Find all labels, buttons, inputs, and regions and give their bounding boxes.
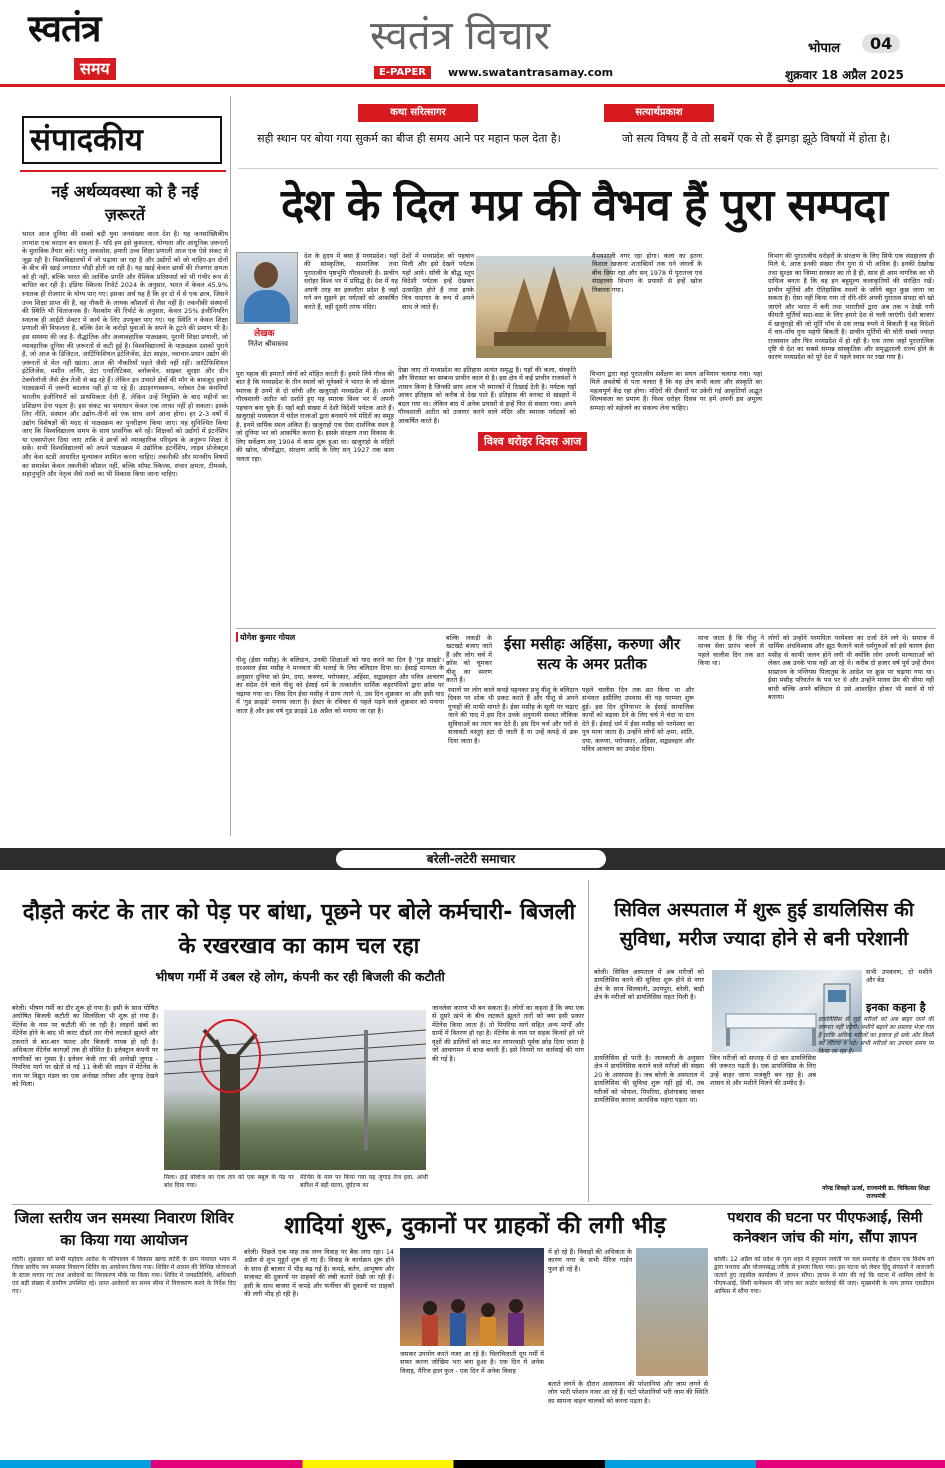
author-role: लेखक <box>254 329 275 339</box>
newspaper-logo: स्वतंत्र <box>28 6 101 50</box>
editorial-headline: नई अर्थव्यवस्था को है नई ज़रूरतें <box>51 182 199 225</box>
heritage-day-tag: विश्व धरोहर दिवस आज <box>478 432 587 451</box>
editorial-label: संपादकीय <box>30 122 143 158</box>
editorial-divider <box>20 170 226 172</box>
byline-marker <box>236 632 238 642</box>
author-name: नितेश श्रीवास्तव <box>248 340 288 348</box>
lead-column: पुरा महत्व की इमारतें लोगों को मोहित करती हैं। हमारे लिये गौरव की बात है कि मध्यप्रदेश के तीन स्थलों को यूनेस्को ने भारत के जो खेतल स्मारक है उनमें से दो साँची और खजुराहो मध्यप्रदेश में हैं। अपने गौरवशाली अतीत को दर्शाते हुए यह स्मारक विश्व भर में अपनी पहचान बना चुके हैं। यहाँ बड़ी संख्या में देशी विदेशी पर्यटक आते हैं। खजुराहो मध्यकाल में चंदेल राजाओं द्वारा बनवाये गये मंदिरों का समूह है, इनमें धार्मिक स्थल अंकित हैं। खजुराहो एक ऐसा दार्शनिक स्थल है जो दुनिया भर को आकर्षित करता है। इसके संरक्षण तथा विकास के लिए सर्वेक्षण सन् 1904 में काम शुरू हुआ था। खजुराहो के मंदिरों की खोज, जीर्णोद्धार, संरक्षण आदि के लिए सन् 1927 तक काम चलता रहा। <box>236 370 394 463</box>
lead-column: वैभवशाली नगर रहा होगा। कला का इतना विशाल खजाना शताब्दियों तक घने जंगलों के बीच छिपा रहा और सन् 1978 में पुरातत्त्व एवं संग्रहालय विभाग के प्रयासों से इन्हें खोज निकाला गया। <box>592 252 702 294</box>
article-column: जिन मरीजों को सप्ताह में दो बार डायलिसिस की जरूरत पड़ती है। एक डायलिसिस के लिए उन्हें बाहर जाना मजबूरी बन रहा है। अब शासन से और मशीनें मिलने की उम्मीद है। <box>710 1054 816 1088</box>
lead-column: देश के हृदय में बसा है मध्यप्रदेश। यहाँ की सांस्कृतिक, सामाजिक तथा पुरातत्वीय पृष्ठभूमि गौरवशाली है। प्राचीन धरोहर विश्व भर में प्रसिद्ध है। देश में यह अपनी तरह का इकलौता प्रदेश है जहाँ घने वन सुहाने हर पर्यटकों को आकर्षित करते हैं, वहीं दूसरी तरफ मंदिर। <box>304 252 398 311</box>
article-headline: जिला स्तरीय जन समस्या निवारण शिविर का किया गया आयोजन <box>14 1209 234 1249</box>
power-line-illustration <box>164 1010 426 1170</box>
article-column: जमकर उपयोग करते नजर आ रहे है। चिलचिलाती धूप गर्मी में सफर करना जोखिम भरा बना हुआ है। एक दिन में अनेक विवाह, मैरिज हाल फुल - एक दिन में अनेक विवाह <box>400 1350 544 1375</box>
edition-date: शुक्रवार 18 अप्रैल 2025 <box>785 68 904 82</box>
masthead-divider <box>0 84 945 87</box>
article-headline: सिविल अस्पताल में शुरू हुई डायलिसिस की सुविधा, मरीज ज्यादा होने से बनी परेशानी <box>614 899 914 951</box>
epaper-badge: E-PAPER <box>374 66 431 79</box>
article-column: लटेरी। शुक्रवार को सभी महोदय आदेश के परिपालन में विकास खण्ड लटेरी के ग्राम पंचायत भवन में जिला स्तरीय जन समस्या निवारण शिविर का आयोजन किया गया। शिविर में शासन की विभिन्न योजनाओं के स्टाल लगाए गए तथा आवेदनों का निराकरण मौके पर किया गया। शिविर में जनप्रतिनिधि, अधिकारी एवं बड़ी संख्या में ग्रामीण उपस्थित रहे। प्राप्त आवेदनों का समय सीमा में निराकरण करने के निर्देश दिए गए। <box>12 1256 236 1295</box>
page-number: 04 <box>862 34 900 53</box>
quote-text: जो सत्य विषय हैं वे तो सबमें एक से हैं झगड़ा झूठे विषयों में होता है। <box>621 132 891 145</box>
quote-source-tag: सत्यार्थप्रकाश <box>604 104 714 122</box>
page-title: स्वतंत्र विचार <box>370 13 551 59</box>
wedding-market-photo <box>400 1248 544 1346</box>
opinion-signature: नरेन्द्र शिवहरे ऊर्जा, राज्यमंत्री डा. चिकित्सा शिक्षा राज्यमंत्री <box>822 1185 930 1200</box>
color-registration-strip <box>0 1460 945 1468</box>
lead-column: विभाग द्वारा यहां पुरातत्वीय सर्वेक्षण का सघन अभियान चलाया गया। यहां मिले अवशेषों से पता चलता है कि यह क्षेत्र कभी कला और संस्कृति का महत्वपूर्ण केंद्र रहा होगा। मंदिरों की दीवारों पर उकेरी गई आकृतियाँ अद्भुत शिल्पकला का प्रमाण हैं। विश्व धरोहर दिवस पर हमें अपनी इस अमूल्य सम्पदा को सहेजने का संकल्प लेना चाहिए। <box>590 370 762 412</box>
article-divider <box>236 628 936 629</box>
article-column: पहले चालीस दिन तक व्रत किया था और संभवतः इसीलिए उपवास की यह परम्परा शुरू हुई। इस दिन दुनियाभर के ईसाई सामाजिक कार्यों को बढ़ावा देने के लिए चर्च में चंदा या दान देते हैं। ईसाई धर्म में ईसा मसीह को परमेश्वर का पुत्र माना जाता है। उन्होंने लोगों को क्षमा, शांति, दया, करुणा, परोपकार, अहिंसा, सद्व्यवहार और पवित्र आचरण का उपदेश दिया। <box>582 686 694 754</box>
article-column: डायलिसिस हो पाती है। जानकारी के अनुसार क्षेत्र में डायलिसिस कराने वाले मरीजों की संख्या 20 के आसपास है। जब बरेली के अस्पताल में डायलिसिस की सुविधा शुरू नहीं हुई थी, तब मरीजों को भोपाल, पिपरिया, होशंगाबाद जाकर डायलिसिस कराना अत्यधिक महंगा पड़ता था। <box>594 1054 704 1105</box>
article-column: बरेली। भीषण गर्मी का दौर शुरू हो गया है। इसी के साथ घोषित अघोषित बिजली कटौती का सिलसिला भी शुरू हो गया है। मेंटेनेंस के नाम पर कटौती की जा रही है। लाइनों खंबों का मेंटेनेंस होने के बाद भी करंट दौड़ते तार नीचे लटकते झूलते और टकराते से बार-बार फाल्ट और बिजली गायब हो रही है। अधिकतर मेंटेनेंस कागज़ों तक ही सीमित है। इलेक्ट्रान कंपनी पर नागरिकों का गुस्सा है। इलेवन केवी तार की अनोखी जुगाड़ - पिपरिया मार्ग पर खेतों से गई 11 केवी की लाइन में मेंटेनेंस के नाम पर विद्युत मंडल का एक अनोखा तरीका और जुगाड़ देखने को मिला। <box>12 1004 158 1089</box>
author-photo-head <box>254 262 278 288</box>
article-headline: शादियां शुरू, दुकानों पर ग्राहकों की लगी भीड़ <box>284 1213 666 1239</box>
newspaper-logo-sub: समय <box>74 58 116 80</box>
article-divider <box>12 1204 932 1205</box>
article-subheadline: भीषण गर्मी में उबल रहे लोग, कंपनी कर रही बिजली की कटौती <box>155 969 445 984</box>
edition-city: भोपाल <box>808 41 841 56</box>
article-column: माना जाता है कि यीशु ने मानव सेवा प्रारंभ करने से पहले चालीस दिन तक व्रत किया था। <box>698 634 764 668</box>
crowd-illustration <box>400 1248 544 1346</box>
article-headline: ईसा मसीहः अहिंसा, करुणा और सत्य के अमर प्रतीक <box>503 635 680 674</box>
photo-caption: मिला। हाई वोल्टेज का एक तार को एक बबूल के पेड़ पर बांध दिया गया। <box>164 1174 294 1189</box>
lead-column: देशों में मध्यप्रदेश को पहचान मिली और इसे देखने पर्यटक यहाँ आये। साँची के बौद्ध स्तूप विदेशी पर्यटक इन्हें देखकर उत्साहित होते हैं तथा इनके चित्र यादगार के रूप में अपने साथ ले जाते हैं। <box>402 252 474 311</box>
column-divider <box>588 880 589 1202</box>
lead-column: देखा जाए तो मध्यप्रदेश का इतिहास अत्यंत समृद्ध है। यहाँ की कला, संस्कृति और विरासत का सम्बन्ध प्राचीन काल से है। इस क्षेत्र में कई प्राचीन राजवंशों ने शासन किया है जिनकी छाप आज भी स्मारकों में दिखाई देती है। पर्यटक यहाँ आकर इतिहास को करीब से देख पाते हैं। इतिहास की करवट से खंडहरों में बदल गया था। लेकिन बाद में अनेक प्रयासों से इन्हें फिर से संवारा गया। अपने गौरवशाली अतीत को उजागर करने वाले मंदिर और स्मारक पर्यटकों को आकर्षित करते हैं। <box>398 366 576 425</box>
article-column: यीशु (ईसा मसीह) के बलिदान, उनकी शिक्षाओं को याद करने का दिन है 'गुड फ्राइडे'। दरअसल ईसा मसीह ने मानवता की भलाई के लिए बलिदान दिया था। ईसाई मान्यता के अनुसार दुनिया को प्रेम, दया, करुणा, परोपकार, अहिंसा, सद्व्यवहार और पवित्र आचरण का संदेश देने वाले यीशु को ईसाई धर्म के तत्कालीन धार्मिक कट्टरपंथियों द्वारा क्रॉस पर चढ़ाया गया था। जिस दिन ईसा मसीह ने प्राण त्यागे थे, उस दिन शुक्रवार था और इसी याद में 'गुड फ्राइडे' मनाया जाता है। ईस्टर के रविवार से पहले पड़ने वाले शुक्रवार को मनाया जाता है और इस वर्ष गुड फ्राइडे 18 अप्रैल को मनाया जा रहा है। <box>236 656 444 715</box>
editorial-body: भारत आज दुनिया की सबसे बड़ी युवा जनसंख्या वाला देश है। यह जनसांख्यिकीय लाभांश एक वरदान बन सकता है- यदि हम इसे कुशलता, योग्यता और आधुनिक ज़रूरतों के मुताबिक तैयार करें। परंतु अफसोस, हमारी उच्च शिक्षा प्रणाली आज एक ऐसे संकट से जूझ रही है। विश्वविद्यालयों में जो पढ़ाया जा रहा है और उद्योगों को जो चाहिए-इन दोनों के बीच की खाई लगातार चौड़ी होती जा रही है। यह खाई केवल छात्रों की रोजगार क्षमता को ही नहीं, बल्कि भारत की आर्थिक प्रगति और वैश्विक प्रतिस्पर्धा को भी गंभीर रूप से बाधित कर रही है। इंडिया स्किल्स रिपोर्ट 2024 के अनुसार, भारत में केवल 45.9% स्नातक ही रोजगार के योग्य पाए गए। इसका अर्थ यह है कि हर दो में से एक छात्र, जिसने उच्च शिक्षा प्राप्त की है, वह नौकरी के लायक कौशलों से लैस नहीं है। तकनीकी संस्थानों की स्थिति भी चिंताजनक है। नैसकॉम की रिपोर्ट के अनुसार, केवल 25% इंजीनियरिंग स्नातक ही आईटी सेक्टर में कार्य के लिए उपयुक्त पाए गए। यह स्थिति न केवल शिक्षा प्रणाली की विफलता है, बल्कि देश के करोड़ों युवाओं के सपने के टूटने की प्रमाण भी है। इस समस्या की जड़ है- सैद्धांतिक और अव्यावहारिक पाठ्यक्रम, पुरानी शिक्षा प्रणाली, जो व्यावहारिक दुनिया की ज़रूरतों से कटी हुई है। विश्वविद्यालयों के पाठ्यक्रम दशकों पुराने हैं, जो आज के डिजिटल, आर्टिफिशियल इंटेलिजेंस, डेटा साइंस, नवाचार-प्रधान उद्योग की ज़रूरतों से मेल नहीं खाता। आज की नौकरियाँ पहले जैसी नहीं रहीं। आर्टिफिशियल इंटेलिजेंस, मशीन लर्निंग, डेटा एनालिटिक्स, ब्लॉकचेन, साइबर सुरक्षा और ग्रीन टेक्नोलॉजी जैसे क्षेत्र तेजी से बढ़ रहे हैं। लेकिन इन उभरते क्षेत्रों की माँग के बावजूद हमारे पाठ्यक्रमों में ज़रूरी बदलाव नहीं हो पा रहे हैं। उदाहरणस्वरूप, ग्लोबल टेक कंपनियाँ भारतीय इंजीनियरों को प्राथमिकता देती हैं, लेकिन उन्हें नियुक्ति के बाद महीनों का प्रशिक्षण देना पड़ता है। इस संकट का समाधान केवल एक तरफ़ा नहीं हो सकता। इसके लिए नीति, संस्थान और उद्योग-तीनों को एक साथ आगे आना होगा। हर 2-3 वर्षों में उद्योग विशेषज्ञों की मदद से पाठ्यक्रम का पुनरीक्षण किया जाए। यह सुनिश्चित किया जाए कि विश्वविद्यालय समय के साथ प्रासंगिक बने रहें। शिक्षकों को उद्योगों में इंटर्नशिप या एक्सपोज़र दिया जाए ताकि वे छात्रों को व्यावहारिक परिदृश्य के अनुरूप शिक्षा दे सकें। सभी विश्वविद्यालयों को अपने पाठ्यक्रम में उद्योगिक इंटर्नशिप, लाइव प्रोजेक्ट्स और केस स्टडी आधारित मूल्यांकन शामिल करना चाहिए। तकनीकी और मानवीय विषयों का समावेश केवल तकनीकी कौशल नहीं, बल्कि सॉफ्ट स्किल्स, संचार क्षमता, टीमवर्क, सहानुभूति और नेतृत्व जैसे तत्वों का भी विकास किया जाना चाहिए। <box>22 230 228 479</box>
article-byline: योगेश कुमार गोयल <box>240 633 296 642</box>
website-link[interactable]: www.swatantrasamay.com <box>448 66 614 79</box>
article-column: बल्कि लकड़ी के खटखटे बजाए जाते हैं और लोग चर्च में क्रॉस को चूमकर यीशु का स्मरण करते हैं। <box>446 634 492 684</box>
article-column: बरेली। 12 अप्रैल को प्रदेश के गुना शहर में हनुमान जयंती पर चल समारोह के दौरान एक विशेष वर्ग द्वारा पथराव और योजनाबद्ध तरीके से हमला किया गया। इस घटना को लेकर हिंदू संगठनों ने नाराजगी जताते हुए तहसील कार्यालय में ज्ञापन सौंपा। ज्ञापन में मांग की गई कि घटना में शामिल लोगों के पीएफआई, सिमी कनेक्शन की जांच कर कठोर कार्रवाई की जाए। मुख्यमंत्री के नाम ज्ञापन एसडीएम आफिस में सौंपा गया। <box>714 1256 934 1295</box>
article-column: बरेली। पिछले एक माह तक लग्न विवाह पर बैक लगा रहा। 14 अप्रैल से शुभ मुहूर्त शुरू हो गए हैं। विवाह के कार्यक्रम शुरू होने के साथ ही बाजार में भीड़ बढ़ गई है। कपड़े, बर्तन, आभूषण और सजावट की दुकानों पर ग्राहकों की लंबी कतारें देखी जा रही हैं। इसी के साथ बाजार में कपड़े और फर्नीचर की दुकानों पर ग्राहकों की लगी भीड़ हो रही है। <box>244 1248 394 1299</box>
article-column: में हो रहे हैं। विवाहों की अधिकता के कारण नगर के सभी मैरिज गार्डन फुल हो रहे हैं। <box>548 1248 632 1273</box>
article-column: जानलेवा कारण भी बन सकता है। लोगों का कहना है कि क्या एक से दूसरे खंभे के बीच लटकते झूलते तारों को क्या इसी प्रकार मेंटेनेंस किया जाता है। तो पिपरिया मार्ग सहित अन्य मार्गों और ग्रामों में वितरण हो रहा है। मेंटेनेंस के नाम पर सड़क किनारे हरे भरे वृक्षों की डालियों को काट कर लापरवाही पूर्वक छोड़ दिया जाता है जो आवागमन में बाधा बनती हैं। इसे निगमों पर कार्रवाई की मांग की गई है। <box>432 1004 584 1063</box>
shop-photo <box>636 1248 708 1376</box>
quote-source-tag: कथा सरित्सागर <box>358 104 478 122</box>
article-headline: दौड़ते करंट के तार को पेड़ पर बांधा, पूछने पर बोले कर्मचारी- बिजली के रखरखाव का काम चल रहा <box>22 900 576 960</box>
article-column: लोगों को उन्होंने परमपिता परमेश्वर का दर्जा देने लगे थे। समाज में धार्मिक अंधविश्वास और झूठ फैलाने वाले धर्मगुरुओं को इसे कारण ईसा मसीह से काफी जलन होने लगी थी क्योंकि लोग अपनी मान्यताओं को लेकर अब उनके पास नहीं आ रहे थे। करीब दो हजार वर्ष पूर्व उन्हें रोमन साम्राज्य के पन्तियस पिलातुस के आदेश पर क्रूस पर चढ़ाया गया था। ईसा मसीह परिवर्तन के पथ पर थे और उन्होंने मानव प्रेम की सीमा नहीं बांधी बल्कि अपने बलिदान से उसे आवरहित होकर भी स्वार्थ से परे बताया। <box>768 634 934 702</box>
lead-headline: देश के दिल मप्र की वैभव हैं पुरा सम्पदा <box>281 180 887 231</box>
article-column: बरेली। सिविल अस्पताल में अब मरीजों को डायलिसिस करने की सुविधा शुरू होने से नगर क्षेत्र के साथ सिलवानी, उदयपुरा, बरेली, बाड़ी क्षेत्र के मरीजों को डायलिसिस राहत मिली है। <box>594 968 704 1002</box>
lead-column: विभाग की पुरातत्वीय धरोहरों के संरक्षण के लिए सिर्फ एक संग्रहालय ही मिले थे, आज इनकी संख्या तीन गुना से भी अधिक है। इनकी देखरेख तथा सुरक्षा का जिम्मा सरकार का तो है ही, साथ ही आम नागरिक का भी दायित्व बनता है कि वह इन बहुमूल्य कलाकृतियों की संरक्षित रखें। प्राचीन मूर्तियों और ऐतिहासिक स्थलों के जरिये बहुत कुछ जाना जा सकता है। ऐसा नहीं किया गया तो धीरे-धीरे अपनी पुरातत्व संपदा को खो जाएंगे और भारत में बनी तथा भारतीयों द्वारा अब तक न देखी गयी कीमती मूर्तियाँ सदा-सदा के लिए हमारे देश से चली जाएंगी। देशी बाजार में खजुराहो की जो मूर्ति पाँच से दस लाख रुपये में बिकती है वह विदेशों में चार-पाँच गुना महंगी बिकती है। प्राचीन मूर्तियों की चोरी सबसे ज्यादा राजस्थान और फिर मध्यप्रदेश में हो रही है। एक तरफ जहाँ पुरातात्विक दृष्टि से देश का सबसे सम्पन्न सांस्कृतिक और समृद्धशाली राज्य होने के कारण मध्यप्रदेश को पूरे देश में पहले स्थान पर रखा गया है। <box>768 252 934 362</box>
opinion-tag: इनका कहना है <box>866 1001 926 1014</box>
opinion-quote: डायलिसिस से जुड़े मरीजों को अब बाहर जाने की जरूरत नहीं पड़ेगी। मशीनें बढ़ाने का प्रस्ताव भेजा गया है ताकि अधिक मरीजों का इलाज हो सके और किसी को लौटना न पड़े। सभी मरीजों का उपचार समय पर किया जा रहा है। <box>818 1016 934 1055</box>
column-divider <box>230 96 231 836</box>
quote-text: सही स्थान पर बोया गया सुकर्म का बीज ही समय आने पर महान फल देता है। <box>257 132 561 145</box>
article-column: सभी उपकरण, दो मशीने और बेड <box>866 968 932 985</box>
photo-caption: मेंटेनेंस के नाम पर किया गया यह जुगाड़ तेज हवा, आंधी बारिश में बड़ी घटना, दुर्घटना का <box>300 1174 428 1189</box>
article-column: बताते लगने के दौरान आवागमन की परेशानियां और जाम लगने से लोग भारी परेशान नजर आ रहे हैं। घंटों परेशानियाँ भरी जाम की स्थिति का सामना वाहन चालकों को करना पड़ता है। <box>548 1380 708 1405</box>
tree-wire-photo <box>164 1010 426 1170</box>
quote-divider <box>238 168 938 169</box>
author-photo-body <box>244 290 290 322</box>
article-headline: पथराव की घटना पर पीएफआई, सिमी कनेक्शन जांच की मांग, सौंपा ज्ञापन <box>727 1210 923 1247</box>
section-label: बरेली-लटेरी समाचार <box>336 850 606 868</box>
article-column: स्थानों पर लोग काले कपड़े पहनकर प्रभु यीशु के बलिदान दिवस पर शोक भी प्रकट करते हैं और यीशु से अपने गुनाहों की माफी मांगते हैं। ईसा मसीह के सूली पर चढ़ाए जाने की याद में इस दिन उनके अनुयायी समस्त लौकिक सुविधाओं का त्याग कर देते हैं। इस दिन चर्च और घरों से सजावटी वस्तुएं हटा दी जाती हैं या उन्हें कपड़े से ढक दिया जाता है। <box>448 686 578 745</box>
